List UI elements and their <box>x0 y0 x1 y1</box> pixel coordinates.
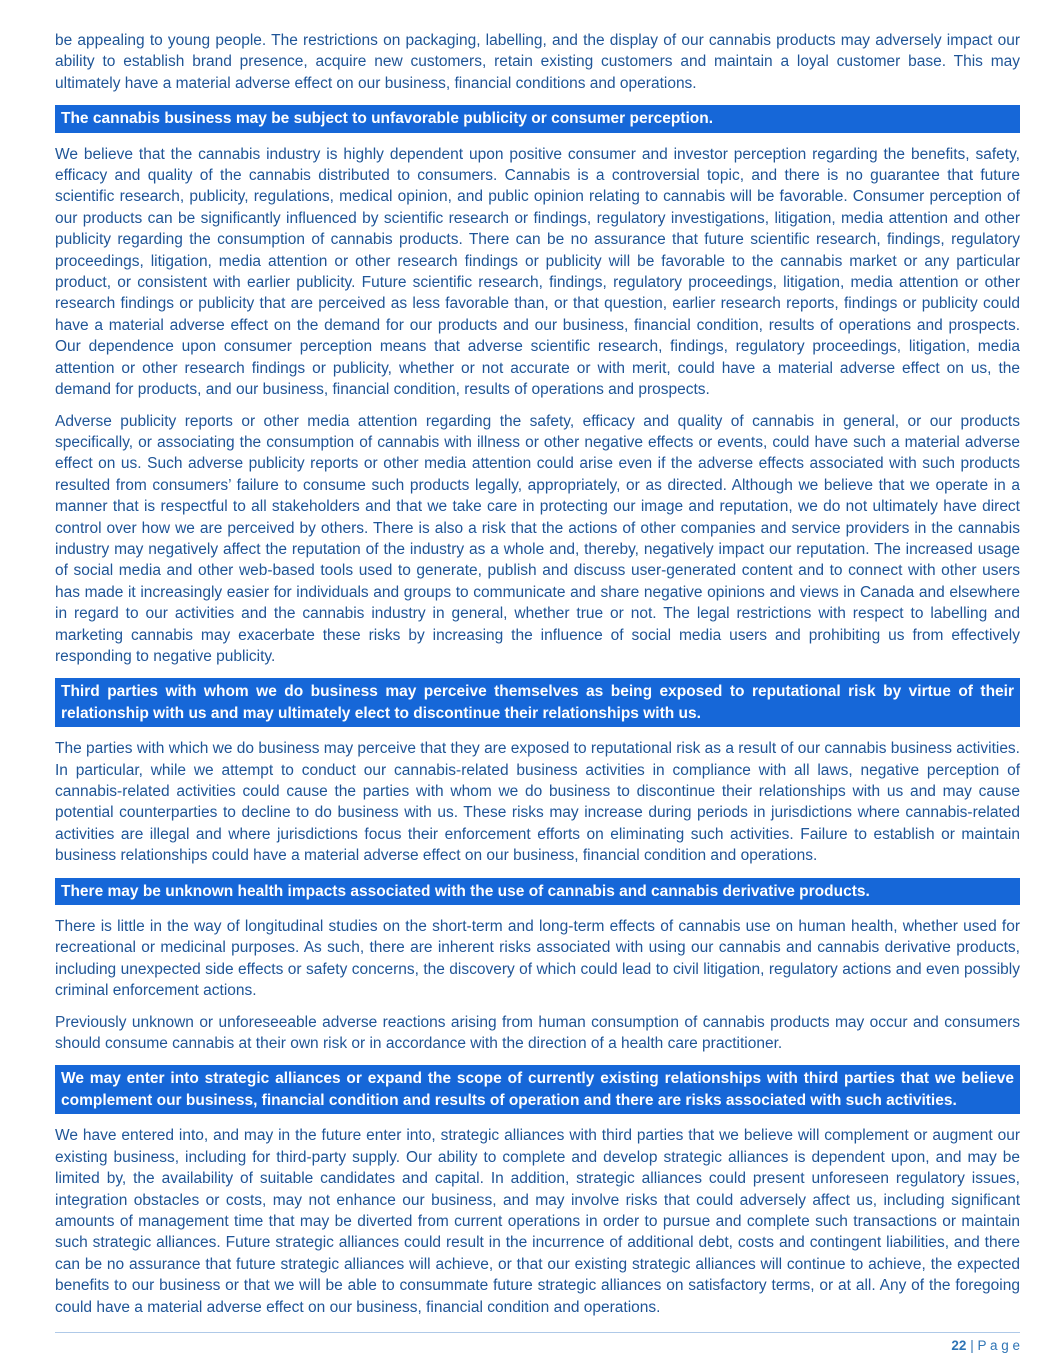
page-number-value: 22 <box>951 1338 967 1353</box>
page-number-label: | P a g e <box>966 1338 1020 1353</box>
paragraph: We believe that the cannabis industry is highly dependent upon positive consumer and investor perception regarding the benefits, safety, efficacy and quality of the cannabis distributed to consumers. Cannabis is a controversial topic, and there is no guarantee that future scientific research, publicity, regulations, medical opinion, and public opinion relating to cannabis will be favorable. Consumer perception of our products can be significantly influenced by scientific research or findings, regulatory investigations, litigation, media attention and other publicity regarding the consumption of cannabis products. There can be no assurance that future scientific research, findings, regulatory proceedings, litigation, media attention or other research findings or publicity will be favorable to the cannabis market or any particular product, or consistent with earlier publicity. Future scientific research, findings, regulatory proceedings, litigation, media attention or other research findings or publicity that are perceived as less favorable than, or that question, earlier research reports, findings or publicity could have a material adverse effect on the demand for our products and our business, financial condition, results of operations and prospects. Our dependence upon consumer perception means that adverse scientific research, findings, regulatory proceedings, litigation, media attention or other research findings or publicity, whether or not accurate or with merit, could have a material adverse effect on us, the demand for products, and our business, financial condition, results of operations and prospects. <box>55 145 1020 399</box>
paragraph: Adverse publicity reports or other media attention regarding the safety, efficacy and quality of cannabis in general, or our products specifically, or associating the consumption of cannabis with illness or other negative effects or events, could have such a material adverse effect on us. Such adverse publicity reports or other media attention could arise even if the adverse effects associated with such products resulted from consumers’ failure to consume such products legally, appropriately, or as directed. Although we believe that we operate in a manner that is respectful to all stakeholders and that we take care in protecting our image and reputation, we do not ultimately have direct control over how we are perceived by others. There is also a risk that the actions of other companies and service providers in the cannabis industry may negatively affect the reputation of the industry as a whole and, thereby, negatively impact our reputation. The increased usage of social media and other web-based tools used to generate, publish and discuss user-generated content and to connect with other users has made it increasingly easier for individuals and groups to communicate and share negative opinions and views in Canada and elsewhere in regard to our activities and the cannabis industry in general, whether true or not. The legal restrictions with respect to labelling and marketing cannabis may exacerbate these risks by increasing the influence of social media users and prohibiting us from effectively responding to negative publicity. <box>55 412 1020 665</box>
paragraph: The parties with which we do business may perceive that they are exposed to reputational risk as a result of our cannabis business activities. In particular, while we attempt to conduct our cannabis-related business activities in compliance with all laws, negative perception of cannabis-related activities could cause the parties with whom we do business to discontinue their relationships with us and may cause potential counterparties to decline to do business with us. These risks may increase during periods in jurisdictions where cannabis-related activities are illegal and where jurisdictions focus their enforcement efforts on eliminating such activities. Failure to establish or maintain business relationships could have a material adverse effect on our business, financial condition and operations. <box>55 740 1020 865</box>
paragraph: There is little in the way of longitudinal studies on the short-term and long-term effects of cannabis use on human health, whether used for recreational or medicinal purposes. As such, there are inherent risks associated with using our cannabis and cannabis derivative products, including unexpected side effects or safety concerns, the discovery of which could lead to civil litigation, regulatory actions and even possibly criminal enforcement actions. <box>55 918 1020 1000</box>
paragraph: Previously unknown or unforeseeable adverse reactions arising from human consumption of cannabis products may occur and consumers should consume cannabis at their own risk or in accordance with the direction of a health care practitioner. <box>55 1013 1020 1053</box>
section-heading-consumer-perception: The cannabis business may be subject to unfavorable publicity or consumer perception. <box>55 105 1020 132</box>
document-content <box>55 30 1020 1318</box>
page-footer <box>55 1332 1020 1353</box>
section-heading-unknown-health-impacts: There may be unknown health impacts associated with the use of cannabis and cannabis derivative products. <box>55 878 1020 905</box>
footer-divider <box>55 1332 1020 1333</box>
section-heading-third-parties-reputational-risk: Third parties with whom we do business may perceive themselves as being exposed to reputational risk by virtue of their relationship with us and may ultimately elect to discontinue their relationships with us. <box>55 678 1020 727</box>
paragraph: be appealing to young people. The restrictions on packaging, labelling, and the display of our cannabis products may adversely impact our ability to establish brand presence, acquire new customers, retain existing customers and maintain a loyal customer base. This may ultimately have a material adverse effect on our business, financial conditions and operations. <box>55 32 1020 92</box>
page-number <box>55 1338 1020 1353</box>
section-heading-strategic-alliances: We may enter into strategic alliances or expand the scope of currently existing relationships with third parties that we believe complement our business, financial condition and results of operation and there are risks associated with such activities. <box>55 1065 1020 1114</box>
paragraph: We have entered into, and may in the future enter into, strategic alliances with third parties that we believe will complement or augment our existing business, including for third-party supply. Our ability to complete and develop strategic alliances is dependent upon, and may be limited by, the availability of suitable candidates and capital. In addition, strategic alliances could present unforeseen regulatory issues, integration obstacles or costs, may not enhance our business, and may involve risks that could adversely affect us, including significant amounts of management time that may be diverted from current operations in order to pursue and complete such transactions or maintain such strategic alliances. Future strategic alliances could result in the incurrence of additional debt, costs and contingent liabilities, and there can be no assurance that future strategic alliances will achieve, or that our existing strategic alliances will continue to achieve, the expected benefits to our business or that we will be able to consummate future strategic alliances on satisfactory terms, or at all. Any of the foregoing could have a material adverse effect on our business, financial condition and operations. <box>55 1127 1020 1316</box>
